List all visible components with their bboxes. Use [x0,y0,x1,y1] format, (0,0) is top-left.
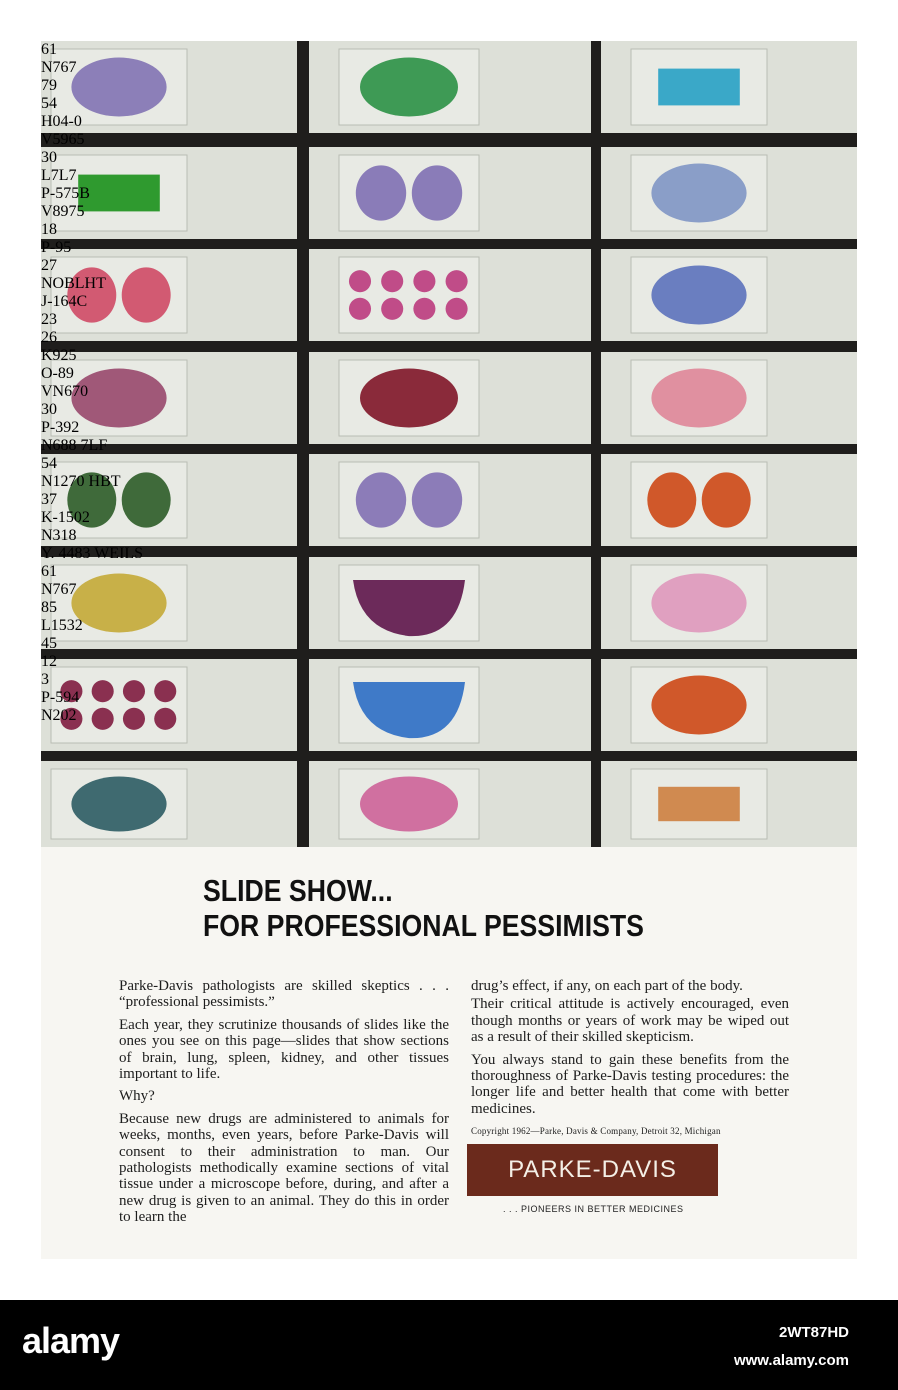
slide-label: VN670 [41,383,89,400]
stock-brand-logo: alamy [22,1320,120,1361]
slide-label: 26 [41,329,57,346]
slide-label: N318 [41,527,77,544]
paragraph: Each year, they scrutinize thousands of slides like the ones you see on this page—slides that show sections of brain, lung, spleen, kidney, and other tissues important to life. [119,1016,449,1083]
headline [203,873,644,943]
slide-label: 18 [41,221,57,238]
slide-label: V8975 [41,203,85,220]
paragraph: Why? [119,1088,155,1105]
paragraph: You always stand to gain these benefits from the thoroughness of Parke-Davis testing procedures: the longer life and better health that come with better medicines. [471,1051,789,1117]
image-id: 2WT87HD [778,1324,849,1341]
logo-text: PARKE-DAVIS [508,1156,677,1183]
advertisement-page [41,41,857,1259]
paragraph: Because new drugs are administered to animals for weeks, months, even years, before Parke-Davis will consent to their administration to man. Our pathologists methodically examine sections of vital tissue under a microscope before, during, and after a new drug is given to an animal. They do this in order to learn the [119,1110,449,1226]
body-column-2 [471,978,789,1146]
slide-label: 37 [41,491,57,508]
slide-label: 3 [41,671,49,688]
slide-label: K-1502 [41,509,90,526]
slide-label: 54 [41,95,57,112]
slide-label: 27 [41,257,57,274]
slide-label: L7L7 [41,167,77,184]
slide-label: K925 [41,347,77,364]
slide-label: 79 [41,77,57,94]
tagline: . . . PIONEERS IN BETTER MEDICINES [503,1204,684,1214]
slide-label: L1532 [41,617,83,634]
slide-label: 61 [41,41,57,58]
copyright-line: Copyright 1962—Parke, Davis & Company, Detroit 32, Michigan [471,1126,721,1137]
slide-label: N767 [41,581,77,598]
slide-label: 61 [41,563,57,580]
slide-label: N767 [41,59,77,76]
slides-photo [41,41,857,847]
paragraph: drug’s effect, if any, on each part of the body. [471,978,743,994]
slide-label: N688 7LF [41,437,108,454]
stock-footer [0,1300,898,1390]
slide-label: 30 [41,149,57,166]
slide-label: P-392 [41,419,80,436]
paragraph: Parke-Davis pathologists are skilled skeptics . . . “professional pessimists.” [119,978,449,1011]
slide-label: P-575B [41,185,90,202]
slide-label: NOBLHT [41,275,106,292]
slide-label: 85 [41,599,57,616]
slide-label: 12 [41,653,57,670]
slide-label: H04-0 [41,113,82,130]
site-url: www.alamy.com [733,1352,849,1369]
slide-label: N1270 HBT [41,473,121,490]
slide-label: 45 [41,635,57,652]
slide-label: 54 [41,455,57,472]
slide-label: Y. 4483 WEILS [41,545,144,562]
paragraph: Their critical attitude is actively encouraged, even though months or years of work may be wiped out as a result of their skilled skepticism. [471,996,789,1046]
slide-label: 23 [41,311,57,328]
headline-line-2: FOR PROFESSIONAL PESSIMISTS [203,908,644,943]
slide-label: N202 [41,707,77,724]
slide-label: P-95 [41,239,72,256]
body-column-1 [119,978,449,1232]
slide-label: J-164C [41,293,88,310]
slide-label: P-594 [41,689,80,706]
slide-label: 30 [41,401,57,418]
headline-line-1: SLIDE SHOW... [203,873,393,908]
parke-davis-logo [467,1144,718,1196]
slide-label: V5965 [41,131,85,148]
slide-label: O-89 [41,365,74,382]
